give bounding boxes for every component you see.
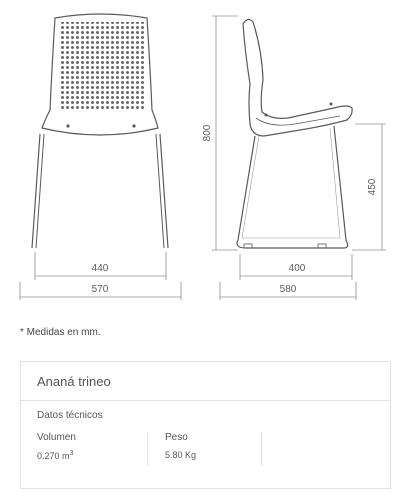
front-inner-width-label: 440 bbox=[91, 263, 109, 274]
front-right-leg bbox=[156, 134, 164, 248]
weight-cell bbox=[165, 432, 262, 466]
front-outer-width-label: 570 bbox=[91, 284, 109, 295]
weight-label: Peso bbox=[165, 432, 188, 443]
side-sled-frame-inner bbox=[242, 128, 340, 238]
side-fixing-point bbox=[265, 114, 268, 117]
side-outer-depth-label: 580 bbox=[279, 284, 297, 295]
spec-divider bbox=[21, 400, 390, 401]
front-view bbox=[32, 14, 168, 248]
side-fixing-point bbox=[330, 103, 333, 106]
spec-card bbox=[20, 361, 391, 489]
total-height-label: 800 bbox=[202, 124, 213, 142]
side-dimension-400 bbox=[240, 254, 352, 280]
front-dimension-440 bbox=[35, 252, 166, 280]
front-fixing-point bbox=[66, 124, 69, 127]
side-seat-inner-line bbox=[256, 116, 340, 125]
front-right-leg bbox=[160, 134, 168, 248]
spec-section-title: Datos técnicos bbox=[37, 410, 103, 421]
side-inner-depth-label: 400 bbox=[288, 263, 306, 274]
front-perforation-pattern bbox=[60, 22, 145, 110]
volume-exponent: 3 bbox=[69, 450, 74, 457]
front-left-leg bbox=[32, 134, 40, 248]
side-view bbox=[237, 19, 352, 248]
measurement-note: * Medidas en mm. bbox=[20, 327, 101, 338]
front-left-leg bbox=[36, 134, 44, 248]
volume-label: Volumen bbox=[37, 432, 76, 443]
side-dimension-580 bbox=[220, 282, 356, 300]
weight-value: 5.80 Kg bbox=[165, 450, 197, 460]
side-seat-shell bbox=[243, 19, 352, 136]
seat-height-label: 450 bbox=[367, 178, 378, 196]
front-dimension-570 bbox=[20, 282, 181, 300]
side-dimension-800 bbox=[202, 16, 238, 250]
side-dimension-450 bbox=[352, 124, 386, 250]
side-sled-frame bbox=[237, 126, 348, 248]
volume-number: 0.270 m bbox=[37, 451, 70, 461]
volume-cell bbox=[37, 432, 148, 466]
volume-value bbox=[37, 450, 147, 461]
product-name: Ananá trineo bbox=[37, 374, 111, 389]
front-fixing-point bbox=[132, 124, 135, 127]
